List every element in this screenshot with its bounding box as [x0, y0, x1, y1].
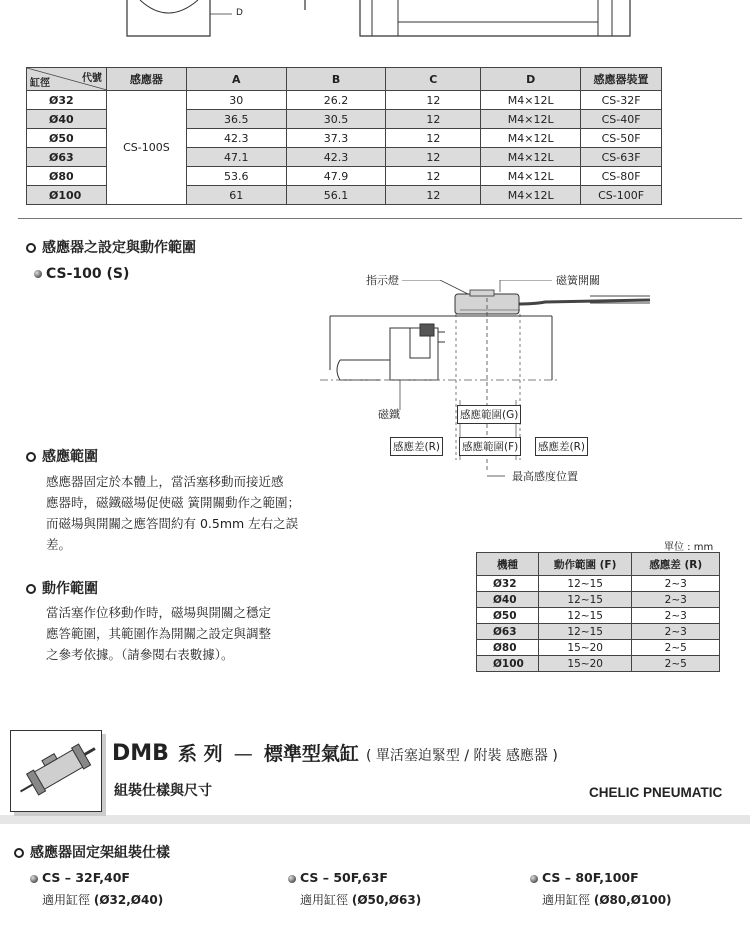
ball-bullet-icon — [530, 875, 538, 883]
a-cell: 47.1 — [186, 148, 286, 167]
table-row — [477, 624, 720, 640]
model-text: CS-100 (S) — [46, 266, 130, 282]
bore-cell: Ø80 — [27, 167, 107, 186]
label-magnet: 磁鐵 — [378, 408, 400, 421]
c-cell: 12 — [386, 110, 481, 129]
f-cell: 12~15 — [538, 592, 632, 608]
mount-cell: CS-50F — [581, 129, 662, 148]
applies-bores: (Ø50,Ø63) — [351, 893, 422, 907]
title-dash: — — [233, 743, 253, 765]
label-indicator: 指示燈 — [366, 274, 399, 287]
bore-cell: Ø100 — [27, 186, 107, 205]
text-line: 之參考依據。（請參閱右表數據）。 — [46, 647, 234, 662]
c-cell: 12 — [386, 167, 481, 186]
text-line: 應答範圍，其範圍作為開關之設定與調整 — [46, 626, 272, 641]
applies-label: 適用缸徑 — [42, 893, 91, 907]
label-range-f: 感應範圍(F) — [459, 437, 521, 456]
corner-header — [27, 68, 107, 91]
header-mount: 感應器裝置 — [581, 68, 662, 91]
header-r: 感應差 (R) — [632, 553, 720, 576]
c-cell: 12 — [386, 91, 481, 110]
r-cell: 2~3 — [632, 592, 720, 608]
bracket-item-2 — [288, 870, 421, 908]
f-cell: 15~20 — [538, 640, 632, 656]
header-b: B — [286, 68, 386, 91]
section-bullet-icon — [14, 848, 24, 858]
table-row — [27, 91, 662, 110]
header-c: C — [386, 68, 481, 91]
a-cell: 61 — [186, 186, 286, 205]
table-row — [477, 656, 720, 672]
section-bullet-icon — [26, 452, 36, 462]
banner-title — [112, 739, 558, 766]
label-diff-right: 感應差(R) — [535, 437, 588, 456]
b-cell: 42.3 — [286, 148, 386, 167]
a-cell: 30 — [186, 91, 286, 110]
mount-cell: CS-63F — [581, 148, 662, 167]
series-code: DMB — [112, 741, 169, 766]
header-a: A — [186, 68, 286, 91]
bore-cell: Ø40 — [27, 110, 107, 129]
bracket-model: CS – 32F,40F — [42, 870, 130, 885]
b-cell: 30.5 — [286, 110, 386, 129]
d-cell: M4×12L — [481, 91, 581, 110]
sensor-cell: CS-100S — [106, 91, 186, 205]
mount-cell: CS-100F — [581, 186, 662, 205]
text-line: 而磁場與開關之應答間約有 0.5mm 左右之誤 — [46, 516, 299, 531]
d-cell: M4×12L — [481, 167, 581, 186]
spec-table — [26, 67, 662, 205]
product-name: 標準型氣缸 — [263, 743, 359, 765]
product-thumbnail — [10, 730, 102, 812]
c-cell: 12 — [386, 129, 481, 148]
bracket-title-text: 感應器固定架組裝仕樣 — [30, 845, 170, 861]
action-range-title-text: 動作範圍 — [42, 581, 98, 597]
bore-cell: Ø63 — [477, 624, 539, 640]
b-cell: 37.3 — [286, 129, 386, 148]
applies-bores: (Ø80,Ø100) — [593, 893, 672, 907]
r-cell: 2~3 — [632, 608, 720, 624]
sensing-range-title — [26, 446, 98, 466]
applies-label: 適用缸徑 — [542, 893, 591, 907]
b-cell: 26.2 — [286, 91, 386, 110]
a-cell: 36.5 — [186, 110, 286, 129]
bracket-item-3 — [530, 870, 672, 908]
header-model: 機種 — [477, 553, 539, 576]
series-word: 系 列 — [178, 743, 223, 765]
bracket-section-title — [14, 842, 170, 862]
r-cell: 2~5 — [632, 656, 720, 672]
table-row — [477, 608, 720, 624]
applies-label: 適用缸徑 — [300, 893, 349, 907]
header-bore: 缸徑 — [30, 78, 50, 89]
applies-bores: (Ø32,Ø40) — [93, 893, 164, 907]
assembly-subtitle: 組裝仕樣與尺寸 — [114, 783, 212, 799]
f-cell: 15~20 — [538, 656, 632, 672]
label-reed-switch: 磁簧開關 — [556, 274, 600, 287]
r-cell: 2~3 — [632, 576, 720, 592]
label-d: D — [236, 8, 243, 18]
section-bullet-icon — [26, 584, 36, 594]
action-range-body — [46, 602, 336, 665]
b-cell: 47.9 — [286, 167, 386, 186]
text-line: 感應器固定於本體上，當活塞移動而接近感 — [46, 474, 284, 489]
bracket-model: CS – 50F,63F — [300, 870, 388, 885]
bore-cell: Ø50 — [477, 608, 539, 624]
label-max-position: 最高感度位置 — [512, 470, 578, 483]
brand-name: CHELIC PNEUMATIC — [589, 785, 723, 800]
cylinder-product-image — [11, 731, 101, 811]
table-row — [477, 592, 720, 608]
header-code: 代號 — [81, 73, 102, 84]
bore-cell: Ø100 — [477, 656, 539, 672]
a-cell: 53.6 — [186, 167, 286, 186]
top-drawing-fragment — [0, 0, 750, 62]
text-line: 當活塞作位移動作時，磁場與開關之穩定 — [46, 605, 272, 620]
bore-cell: Ø40 — [477, 592, 539, 608]
mount-cell: CS-80F — [581, 167, 662, 186]
f-cell: 12~15 — [538, 608, 632, 624]
d-cell: M4×12L — [481, 110, 581, 129]
a-cell: 42.3 — [186, 129, 286, 148]
c-cell: 12 — [386, 148, 481, 167]
unit-label: 單位 : mm — [664, 542, 714, 553]
bore-cell: Ø32 — [27, 91, 107, 110]
bore-cell: Ø80 — [477, 640, 539, 656]
header-d: D — [481, 68, 581, 91]
action-range-title — [26, 578, 98, 598]
table-row — [477, 640, 720, 656]
bracket-model: CS – 80F,100F — [542, 870, 639, 885]
ball-bullet-icon — [34, 270, 42, 278]
model-label — [34, 266, 129, 282]
label-range-g: 感應範圍(G) — [457, 405, 521, 424]
header-sensor: 感應器 — [106, 68, 186, 91]
setting-title-text: 感應器之設定與動作範圍 — [42, 240, 196, 256]
setting-section-title — [26, 237, 196, 257]
ball-bullet-icon — [288, 875, 296, 883]
table-row — [477, 576, 720, 592]
f-cell: 12~15 — [538, 576, 632, 592]
section-bullet-icon — [26, 243, 36, 253]
range-table — [476, 552, 720, 672]
bracket-item-1 — [30, 870, 163, 908]
r-cell: 2~3 — [632, 624, 720, 640]
ball-bullet-icon — [30, 875, 38, 883]
sensing-range-title-text: 感應範圍 — [42, 449, 98, 465]
mount-cell: CS-40F — [581, 110, 662, 129]
banner-band — [0, 815, 750, 824]
c-cell: 12 — [386, 186, 481, 205]
b-cell: 56.1 — [286, 186, 386, 205]
d-cell: M4×12L — [481, 186, 581, 205]
header-f: 動作範圍 (F) — [538, 553, 632, 576]
section-divider — [18, 218, 742, 219]
d-cell: M4×12L — [481, 148, 581, 167]
product-subtitle: ( 單活塞迫緊型 / 附裝 感應器 ) — [365, 748, 558, 764]
text-line: 差。 — [46, 537, 72, 552]
bore-cell: Ø50 — [27, 129, 107, 148]
text-line: 應器時，磁鐵磁場促使磁 簧開關動作之範圍； — [46, 495, 300, 510]
d-cell: M4×12L — [481, 129, 581, 148]
r-cell: 2~5 — [632, 640, 720, 656]
bore-cell: Ø63 — [27, 148, 107, 167]
f-cell: 12~15 — [538, 624, 632, 640]
mount-cell: CS-32F — [581, 91, 662, 110]
bore-cell: Ø32 — [477, 576, 539, 592]
label-diff-left: 感應差(R) — [390, 437, 443, 456]
sensing-range-body — [46, 471, 336, 555]
